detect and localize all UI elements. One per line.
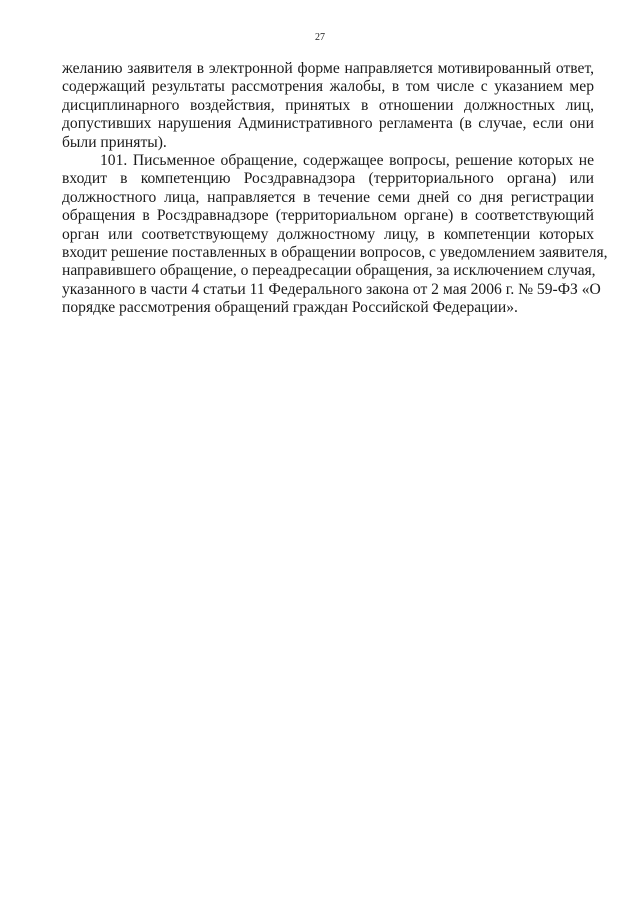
- text-line: указанного в части 4 статьи 11 Федерального закона от 2 мая 2006 г. № 59-ФЗ «О: [62, 280, 601, 298]
- document-body: [62, 60, 608, 317]
- text-line: должностного лица, направляется в течение семи дней со дня регистрации: [62, 188, 594, 206]
- text-line: порядке рассмотрения обращений граждан Российской Федерации».: [62, 299, 518, 317]
- text-line: дисциплинарного воздействия, принятых в отношении должностных лиц,: [62, 96, 594, 114]
- text-line: содержащий результаты рассмотрения жалобы, в том числе с указанием мер: [62, 78, 594, 96]
- text-line: 101. Письменное обращение, содержащее вопросы, решение которых не: [100, 151, 594, 169]
- text-line: направившего обращение, о переадресации обращения, за исключением случая,: [62, 262, 596, 280]
- text-line: допустивших нарушения Административного регламента (в случае, если они: [62, 115, 594, 133]
- text-line: орган или соответствующему должностному лицу, в компетенции которых: [62, 225, 594, 243]
- text-line: входит решение поставленных в обращении вопросов, с уведомлением заявителя,: [62, 243, 608, 261]
- text-line: были приняты).: [62, 133, 167, 151]
- text-line: входит в компетенцию Росздравнадзора (территориального органа) или: [62, 170, 594, 188]
- page-number: 27: [315, 32, 325, 43]
- text-line: желанию заявителя в электронной форме направляется мотивированный ответ,: [62, 60, 594, 77]
- text-line: обращения в Росздравнадзоре (территориальном органе) в соответствующий: [62, 207, 594, 225]
- paragraph-continuation: [62, 60, 594, 152]
- paragraph-101: [62, 151, 608, 318]
